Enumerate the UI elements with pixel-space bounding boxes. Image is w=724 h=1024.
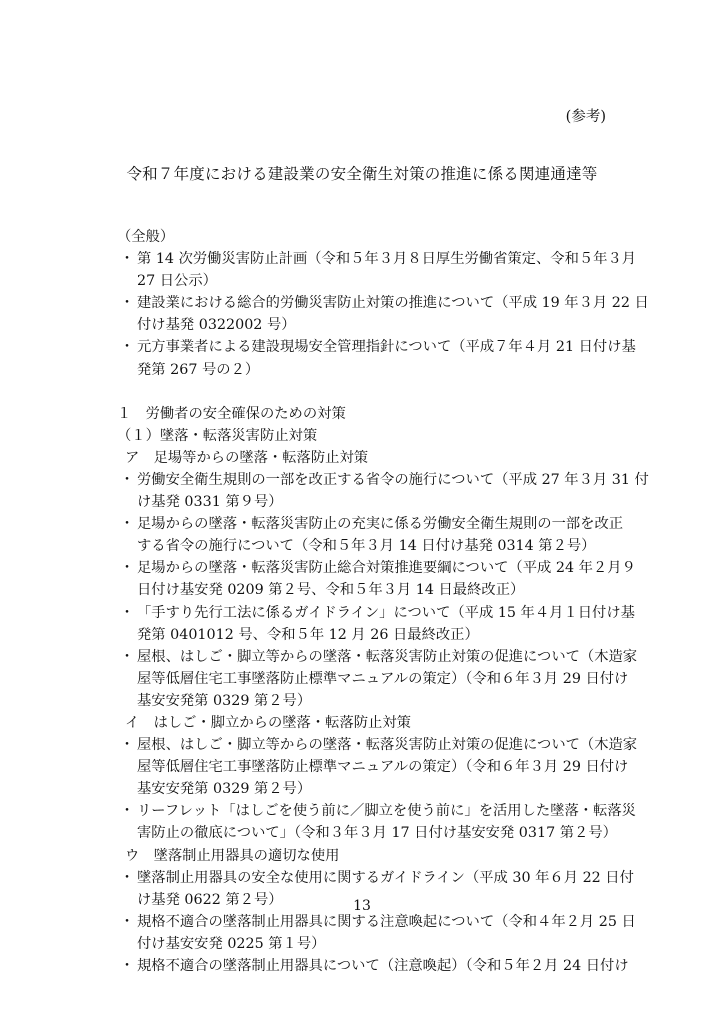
bullet-line: 基安安発第 0329 第２号） [137, 781, 312, 798]
group-u-heading: ウ 墜落制止用器具の適切な使用 [125, 847, 340, 864]
bullet-line: 規格不適合の墜落制止用器具に関する注意喚起について（令和４年２月 25 日 [137, 913, 636, 930]
bullet-mark: ・ [119, 339, 135, 356]
bullet-line: 屋根、はしご・脚立等からの墜落・転落災害防止対策の促進について（木造家 [137, 648, 638, 665]
general-heading: （全般） [117, 229, 175, 245]
bullet-item [117, 602, 635, 646]
bullet-line: 規格不適合の墜落制止用器具について（注意喚起）（令和５年２月 24 日付け [137, 958, 629, 974]
bullet-item [117, 336, 636, 380]
bullet-mark: ・ [119, 913, 135, 930]
bullet-item [117, 469, 649, 513]
group-a-list [117, 469, 649, 712]
bullet-line: 日付け基安発 0209 第２号、令和５年３月 14 日最終改正） [137, 582, 525, 599]
bullet-line: 発第 0401012 号、令和５年 12 月 26 日最終改正） [137, 626, 479, 643]
bullet-line: 労働安全衛生規則の一部を改正する省令の施行について（平成 27 年３月 31 付 [137, 471, 649, 488]
bullet-text [137, 734, 637, 800]
document-body [117, 226, 649, 977]
bullet-line: 足場からの墜落・転落災害防止総合対策推進要綱について（平成 24 年２月９ [137, 560, 636, 577]
bullet-text [137, 292, 649, 336]
bullet-mark: ・ [119, 560, 135, 577]
bullet-mark: ・ [119, 516, 135, 533]
bullet-item [117, 646, 638, 712]
bullet-line: する省令の施行について（令和５年３月 14 日付け基発 0314 第２号） [137, 538, 596, 555]
document-title: 令和７年度における建設業の安全衛生対策の推進に係る関連通達等 [126, 165, 598, 183]
bullet-line: 屋根、はしご・脚立等からの墜落・転落災害防止対策の促進について（木造家 [137, 737, 638, 754]
bullet-mark: ・ [119, 648, 135, 665]
bullet-line: 発第 267 号の２） [137, 361, 260, 378]
bullet-mark: ・ [119, 251, 135, 268]
bullet-line: 足場からの墜落・転落災害防止の充実に係る労働安全衛生規則の一部を改正 [137, 516, 624, 533]
section-1-heading: １ 労働者の安全確保のための対策 [117, 405, 346, 422]
bullet-item [117, 292, 649, 336]
bullet-mark: ・ [119, 604, 135, 621]
bullet-line: 元方事業者による建設現場安全管理指針について（平成７年４月 21 日付け基 [137, 339, 636, 356]
group-i-list [117, 734, 638, 844]
bullet-item [117, 955, 629, 977]
group-i-heading: イ はしご・脚立からの墜落・転落防止対策 [125, 714, 411, 731]
bullet-item [117, 513, 624, 557]
page-number: 13 [353, 898, 371, 914]
reference-label: (参考) [565, 109, 606, 125]
bullet-line: 付け基発 0322002 号） [137, 317, 296, 334]
bullet-line: 害防止の徹底について」（令和３年３月 17 日付け基安安発 0317 第２号） [137, 825, 617, 842]
general-list [117, 248, 649, 381]
spacer [117, 381, 614, 403]
bullet-item [117, 557, 636, 601]
bullet-text [137, 513, 623, 557]
bullet-text [137, 336, 636, 380]
bullet-line: 付け基安安発 0225 第１号） [137, 935, 326, 952]
bullet-line: 基安安発第 0329 第２号） [137, 692, 312, 709]
bullet-text [137, 469, 649, 513]
group-a-heading: ア 足場等からの墜落・転落防止対策 [125, 449, 369, 466]
bullet-line: 「手すり先行工法に係るガイドライン」について（平成 15 年４月１日付け基 [137, 604, 635, 621]
group-u-list [117, 867, 636, 977]
bullet-text [137, 911, 636, 955]
bullet-text [137, 800, 636, 844]
bullet-text [137, 602, 635, 646]
bullet-line: け基発 0331 第９号） [137, 494, 283, 511]
bullet-line: 屋等低層住宅工事墜落防止標準マニュアルの策定）（令和６年３月 29 日付け [137, 759, 629, 776]
bullet-text [137, 248, 636, 292]
bullet-line: 墜落制止用器具の安全な使用に関するガイドライン（平成 30 年６月 22 日付 [137, 869, 634, 886]
bullet-line: 屋等低層住宅工事墜落防止標準マニュアルの策定）（令和６年３月 29 日付け [137, 670, 629, 687]
bullet-item [117, 911, 636, 955]
bullet-text [137, 955, 629, 977]
bullet-line: 第 14 次労働災害防止計画（令和５年３月８日厚生労働省策定、令和５年３月 [137, 251, 637, 268]
bullet-line: 建設業における総合的労働災害防止対策の推進について（平成 19 年３月 22 日 [137, 295, 649, 312]
bullet-line: リーフレット「はしごを使う前に／脚立を使う前に」を活用した墜落・転落災 [137, 803, 636, 820]
bullet-mark: ・ [119, 958, 135, 974]
bullet-mark: ・ [119, 869, 135, 886]
bullet-line: 27 日公示） [137, 273, 217, 290]
bullet-mark: ・ [119, 295, 135, 312]
bullet-item [117, 800, 636, 844]
bullet-item [117, 248, 637, 292]
bullet-mark: ・ [119, 803, 135, 820]
bullet-line: け基発 0622 第２号） [137, 891, 283, 908]
bullet-text [137, 646, 637, 712]
bullet-item [117, 734, 638, 800]
bullet-mark: ・ [119, 471, 135, 488]
bullet-text [137, 557, 636, 601]
bullet-mark: ・ [119, 737, 135, 754]
subsection-1-heading: （１）墜落・転落災害防止対策 [117, 427, 318, 444]
